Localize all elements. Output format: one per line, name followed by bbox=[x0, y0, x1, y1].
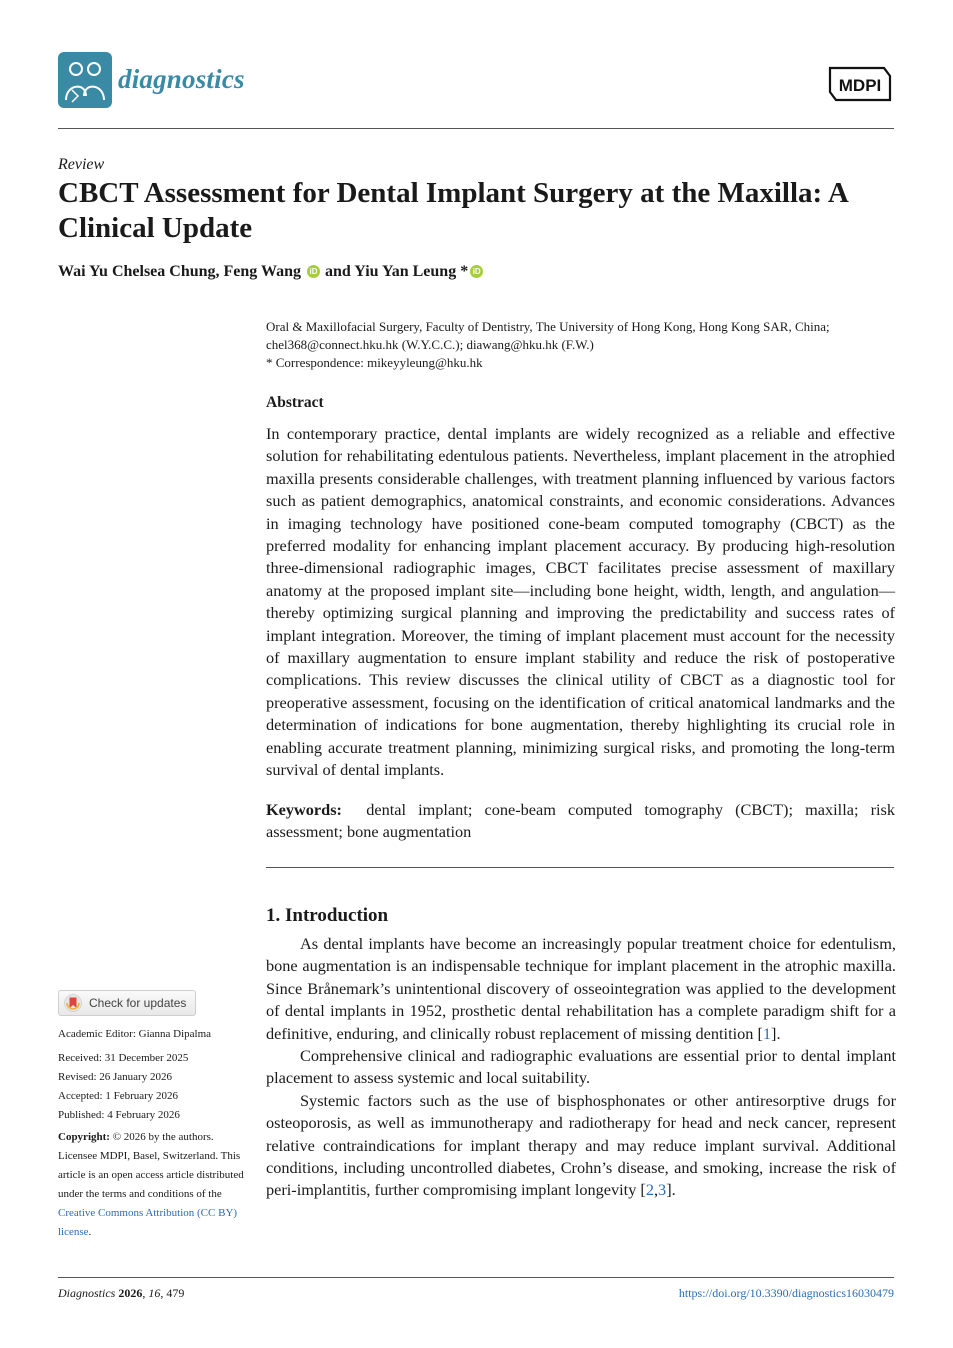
check-updates-button[interactable] bbox=[58, 990, 196, 1016]
revised-date: Revised: 26 January 2026 bbox=[58, 1071, 172, 1083]
diagnostics-logo-icon bbox=[58, 52, 112, 108]
keywords-label: Keywords: bbox=[266, 800, 342, 819]
affiliation-block bbox=[266, 318, 894, 372]
citation-link[interactable]: 1 bbox=[762, 1023, 772, 1043]
citation-link[interactable]: 3 bbox=[658, 1180, 667, 1200]
citation-link[interactable]: 2 bbox=[645, 1180, 654, 1200]
correspondence: * Correspondence: mikeyyleung@hku.hk bbox=[266, 355, 483, 370]
article-sidebar bbox=[58, 990, 248, 1242]
footer-article-number: , 479 bbox=[160, 1286, 185, 1300]
abstract-divider bbox=[266, 867, 894, 868]
affiliation-emails: chel368@connect.hku.hk (W.Y.C.C.); diawang@hku.hk (F.W.) bbox=[266, 337, 594, 352]
footer-journal: Diagnostics bbox=[58, 1286, 116, 1300]
copyright-notice: Copyright: © 2026 by the authors. Licensee MDPI, Basel, Switzerland. This article is an open access article distributed under the terms and conditions of the Creative Commons Attribution (CC BY) license. bbox=[58, 1131, 244, 1238]
paragraph: As dental implants have become an increasingly popular treatment choice for edentulism, bone augmentation is an indispensable technique for implant placement in the atrophic maxilla. Since Brånemark’s unintentional discovery of osseointegration was applied to the development of dental implants in 1952, prosthetic dental rehabilitation has a complete paradigm shift for a definitive, enduring, and clinically robust replacement of missing dentition [1]. bbox=[266, 934, 896, 1043]
mdpi-logo-icon bbox=[824, 62, 894, 104]
header-divider bbox=[58, 128, 894, 129]
abstract-text: In contemporary practice, dental implants are widely recognized as a reliable and effective solution for rehabilitating edentulous patients. Nevertheless, implant placement in the atrophied maxilla presents considerable challenges, with treatment planning influenced by various factors such as patient demographics, anatomical constraints, and economic considerations. Advances in imaging technology have positioned cone-beam computed tomography (CBCT) as the preferred modality for enhancing implant placement accuracy. By producing high-resolution three-dimensional radiographic images, CBCT facilitates precise assessment of maxillary anatomy at the proposed implant site—including bone height, width, length, and angulation—thereby optimizing surgical planning and improving the predictability and success rates of implant integration. Moreover, the timing of implant placement must account for the necessity of maxillary augmentation to ensure implant stability and reduce the risk of postoperative complications. This review discusses the clinical utility of CBCT as a diagnostic tool for preoperative assessment, focusing on the identification of critical anatomical landmarks and the determination of indications for bone augmentation, thereby highlighting its crucial role in enabling accurate treatment planning, minimizing surgical risks, and promoting the long-term survival of dental implants. bbox=[266, 424, 895, 780]
abstract-heading: Abstract bbox=[266, 394, 324, 411]
publication-dates bbox=[58, 1049, 248, 1125]
accepted-date: Accepted: 1 February 2026 bbox=[58, 1090, 179, 1102]
paragraph: Systemic factors such as the use of bisphosphonates or other antiresorptive drugs for osteoporosis, as well as immunotherapy and radiotherapy for head and neck cancer, represent relative contraindications for implant therapy and may reduce implant survival. Additional conditions, including uncontrolled diabetes, Crohn’s disease, and smoking, increase the risk of peri-implantitis, further compromising implant longevity [2,3]. bbox=[266, 1090, 896, 1200]
page-header bbox=[58, 52, 894, 112]
keywords-text: dental implant; cone-beam computed tomography (CBCT); maxilla; risk assessment; bone augmentation bbox=[266, 800, 896, 842]
check-updates-label: Check for updates bbox=[89, 995, 187, 1010]
footer-year: 2026 bbox=[118, 1286, 143, 1300]
article-type: Review bbox=[58, 156, 105, 173]
author-list bbox=[58, 263, 484, 281]
mdpi-logo-text: MDPI bbox=[838, 76, 882, 95]
published-date: Published: 4 February 2026 bbox=[58, 1109, 180, 1121]
author-names-corresponding: and Yiu Yan Leung * bbox=[325, 263, 469, 280]
footer-volume: 16 bbox=[148, 1286, 161, 1300]
bookmark-update-icon bbox=[64, 994, 82, 1012]
article-title: CBCT Assessment for Dental Implant Surgery at the Maxilla: A Clinical Update bbox=[58, 177, 848, 244]
academic-editor: Academic Editor: Gianna Dipalma bbox=[58, 1028, 212, 1040]
received-date: Received: 31 December 2025 bbox=[58, 1052, 189, 1064]
footer-divider bbox=[58, 1277, 894, 1278]
affiliation-line: Oral & Maxillofacial Surgery, Faculty of Dentistry, The University of Hong Kong, Hong Kong SAR, China; bbox=[266, 319, 830, 334]
copyright-label: Copyright: bbox=[58, 1131, 110, 1143]
license-link[interactable]: Creative Commons Attribution (CC BY) license bbox=[58, 1207, 238, 1238]
author-names: Wai Yu Chelsea Chung, Feng Wang bbox=[58, 263, 302, 280]
paragraph: Comprehensive clinical and radiographic evaluations are essential prior to dental implant placement to assess systemic and local suitability. bbox=[266, 1046, 896, 1088]
orcid-icon[interactable]: iD bbox=[307, 265, 320, 278]
doi-link[interactable]: https://doi.org/10.3390/diagnostics16030479 bbox=[678, 1286, 894, 1300]
keywords bbox=[266, 799, 895, 844]
introduction-body bbox=[266, 933, 896, 1202]
citation-footer: Diagnostics 2026, 16, 479 bbox=[58, 1286, 185, 1300]
section-heading: 1. Introduction bbox=[266, 905, 389, 926]
journal-name: diagnostics bbox=[118, 64, 245, 94]
orcid-icon[interactable]: iD bbox=[470, 265, 483, 278]
copyright-text: © 2026 by the authors. Licensee MDPI, Basel, Switzerland. This article is an open access article distributed under the terms and conditions of the bbox=[58, 1131, 244, 1200]
